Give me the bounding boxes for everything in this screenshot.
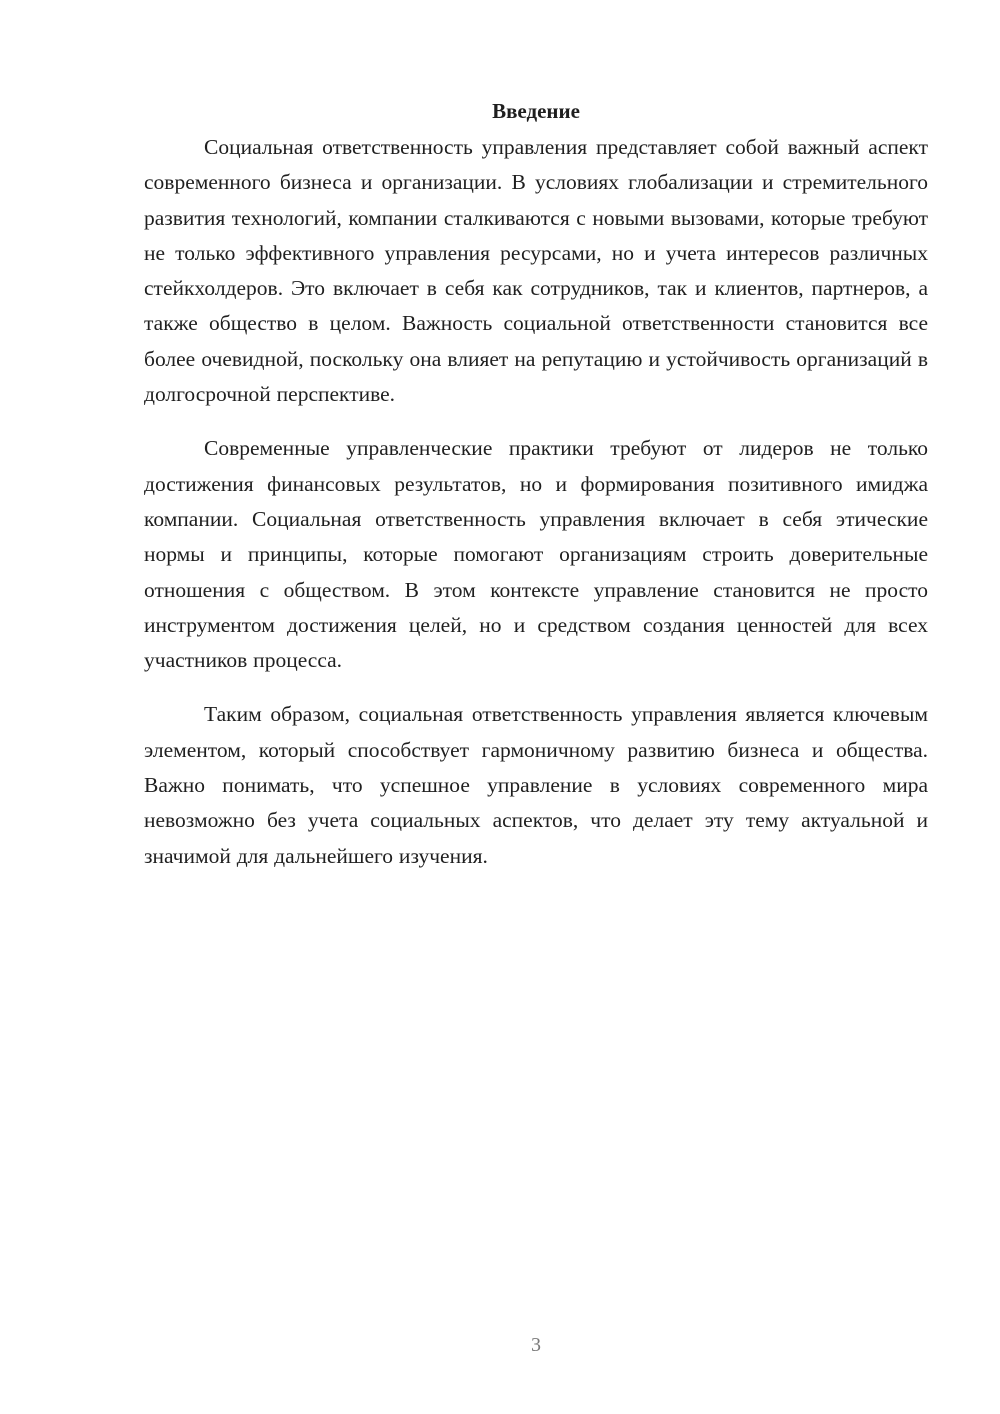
paragraph-3: Таким образом, социальная ответственность управления является ключевым элементом, который способствует гармоничному развитию бизнеса и общества. Важно понимать, что успешное управление в условиях современного мира невозможно без учета социальных аспектов, что делает эту тему актуальной и значимой для дальнейшего изучения. [144,702,928,868]
page-content [144,96,928,893]
paragraph-2: Современные управленческие практики требуют от лидеров не только достижения финансовых результатов, но и формирования позитивного имиджа компании. Социальная ответственность управления включает в себя этические нормы и принципы, которые помогают организациям строить доверительные отношения с обществом. В этом контексте управление становится не просто инструментом достижения целей, но и средством создания ценностей для всех участников процесса. [144,436,928,673]
paragraph-1: Социальная ответственность управления представляет собой важный аспект современного бизнеса и организации. В условиях глобализации и стремительного развития технологий, компании сталкиваются с новыми вызовами, которые требуют не только эффективного управления ресурсами, но и учета интересов различных стейкхолдеров. Это включает в себя как сотрудников, так и клиентов, партнеров, а также общество в целом. Важность социальной ответственности становится все более очевидной, поскольку она влияет на репутацию и устойчивость организаций в долгосрочной перспективе. [144,135,928,407]
page-number: 3 [531,1334,541,1356]
section-title: Введение [492,99,580,123]
